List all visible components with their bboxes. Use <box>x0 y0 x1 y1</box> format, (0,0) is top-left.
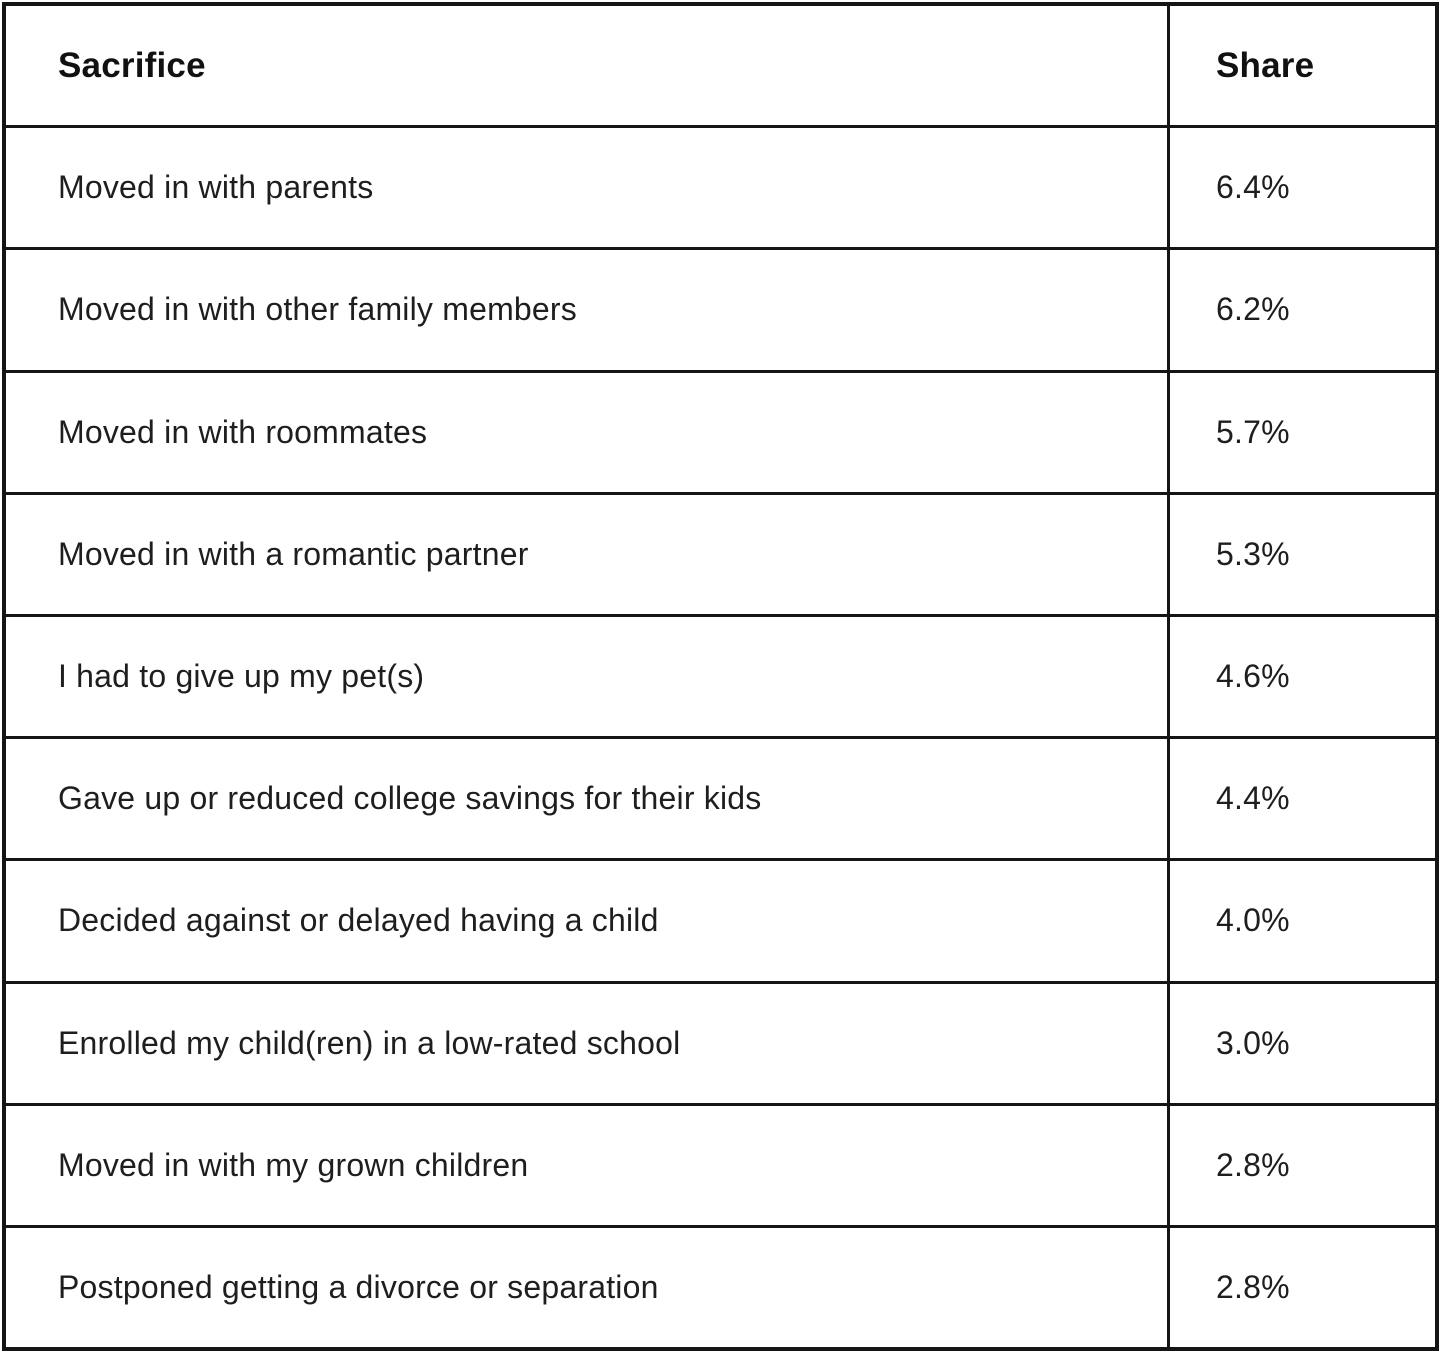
cell-sacrifice: I had to give up my pet(s) <box>58 658 425 695</box>
cell-share: 4.4% <box>1167 739 1435 858</box>
cell-share: 4.6% <box>1167 617 1435 736</box>
cell-share: 3.0% <box>1167 984 1435 1103</box>
header-row <box>6 6 1435 125</box>
table-row <box>6 1103 1435 1225</box>
cell-sacrifice: Moved in with parents <box>58 169 374 206</box>
table-row <box>6 858 1435 980</box>
cell-sacrifice: Moved in with other family members <box>58 291 577 328</box>
cell-sacrifice: Moved in with my grown children <box>58 1146 529 1183</box>
cell-share: 6.4% <box>1167 128 1435 247</box>
header-cell-sacrifice: Sacrifice <box>58 45 206 85</box>
cell-sacrifice: Gave up or reduced college savings for their kids <box>58 780 762 817</box>
table-row <box>6 614 1435 736</box>
cell-share: 4.0% <box>1167 861 1435 980</box>
table-row <box>6 1225 1435 1347</box>
cell-share: 2.8% <box>1167 1106 1435 1225</box>
table-row <box>6 736 1435 858</box>
table-row <box>6 125 1435 247</box>
table-row <box>6 981 1435 1103</box>
cell-sacrifice: Decided against or delayed having a child <box>58 902 659 939</box>
cell-sacrifice: Moved in with a romantic partner <box>58 535 529 572</box>
sacrifice-share-table <box>2 2 1439 1351</box>
table-row <box>6 370 1435 492</box>
table-row <box>6 492 1435 614</box>
header-cell-share: Share <box>1167 6 1435 125</box>
cell-share: 6.2% <box>1167 250 1435 369</box>
cell-sacrifice: Enrolled my child(ren) in a low-rated school <box>58 1024 681 1061</box>
cell-sacrifice: Postponed getting a divorce or separation <box>58 1268 659 1305</box>
cell-share: 5.3% <box>1167 495 1435 614</box>
cell-sacrifice: Moved in with roommates <box>58 413 428 450</box>
cell-share: 2.8% <box>1167 1228 1435 1347</box>
cell-share: 5.7% <box>1167 373 1435 492</box>
table-row <box>6 247 1435 369</box>
